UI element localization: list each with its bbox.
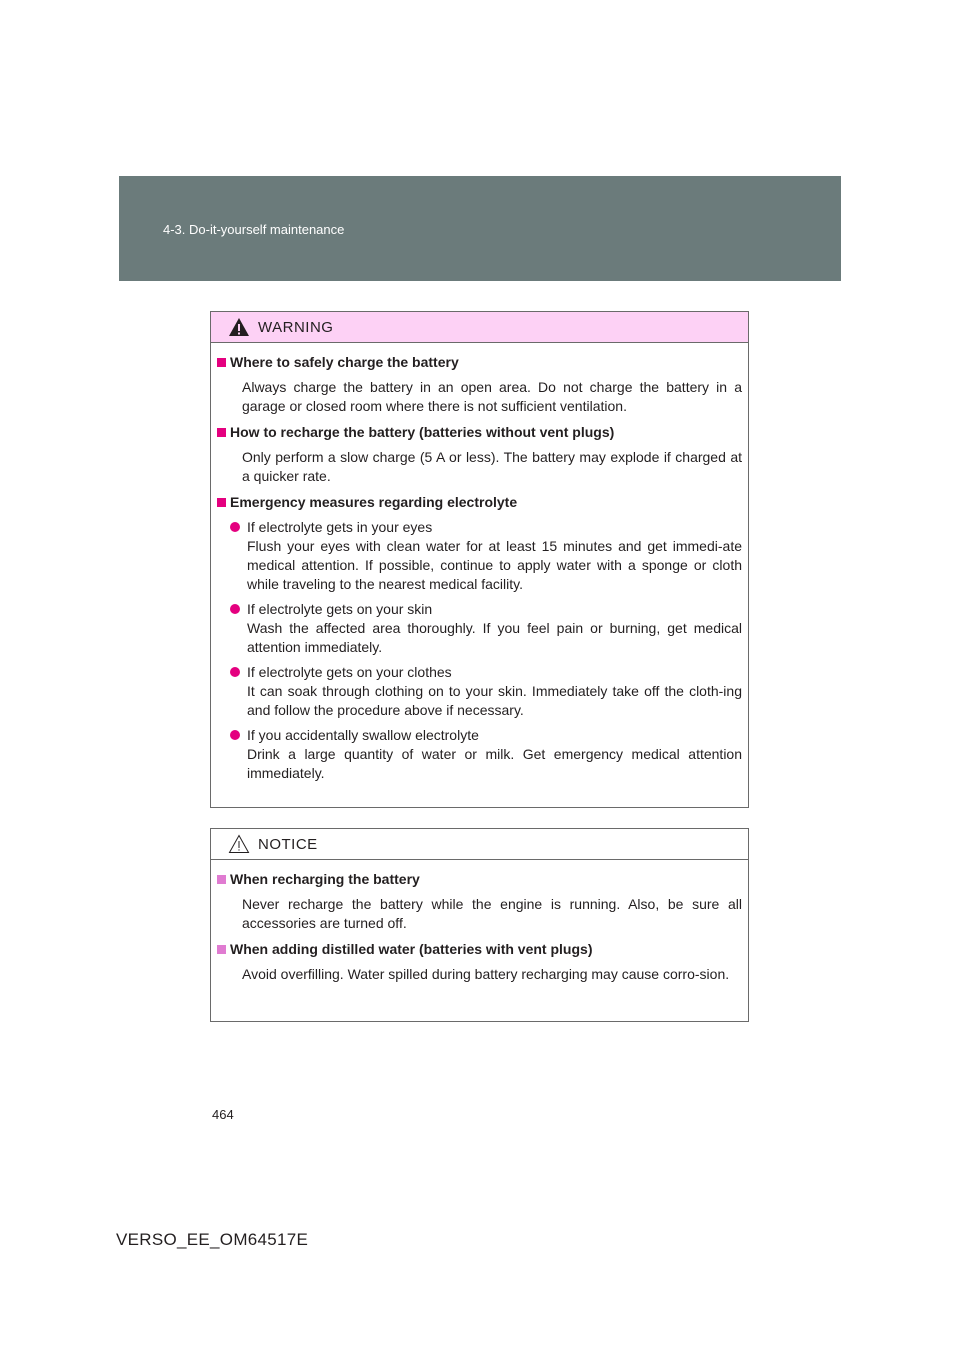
list-item-lead: If electrolyte gets on your skin bbox=[247, 601, 433, 617]
square-bullet-icon bbox=[217, 358, 226, 367]
list-item-text: Flush your eyes with clean water for at least 15 minutes and get immedi-ate medical attention. If possible, continue to apply water with a sponge or cloth while traveling to the nearest medical facility. bbox=[247, 538, 742, 592]
square-bullet-icon bbox=[217, 428, 226, 437]
section-header-band bbox=[119, 176, 841, 281]
notice-header bbox=[211, 829, 748, 860]
notice-label: NOTICE bbox=[258, 835, 318, 853]
list-item bbox=[230, 600, 742, 657]
list-item-text: Drink a large quantity of water or milk. Get emergency medical attention immediately. bbox=[247, 746, 742, 781]
list-item-lead: If electrolyte gets in your eyes bbox=[247, 519, 433, 535]
notice-box bbox=[210, 828, 749, 1022]
circle-bullet-icon bbox=[230, 667, 240, 677]
list-item bbox=[230, 518, 742, 594]
square-bullet-icon bbox=[217, 945, 226, 954]
circle-bullet-icon bbox=[230, 730, 240, 740]
list-item-lead: If electrolyte gets on your clothes bbox=[247, 664, 452, 680]
warning-header bbox=[211, 312, 748, 343]
warning-label: WARNING bbox=[258, 318, 334, 336]
circle-bullet-icon bbox=[230, 522, 240, 532]
list-item-text: It can soak through clothing on to your skin. Immediately take off the cloth-ing and follow the procedure above if necessary. bbox=[247, 683, 742, 718]
warning-triangle-icon bbox=[228, 317, 250, 337]
list-item bbox=[230, 726, 742, 783]
warning-section-title: How to recharge the battery (batteries without vent plugs) bbox=[217, 423, 742, 441]
list-item-lead: If you accidentally swallow electrolyte bbox=[247, 727, 479, 743]
circle-bullet-icon bbox=[230, 604, 240, 614]
warning-body bbox=[211, 343, 748, 783]
warning-section-text: Only perform a slow charge (5 A or less). The battery may explode if charged at a quicker rate. bbox=[242, 449, 742, 484]
notice-section-title: When recharging the battery bbox=[217, 870, 742, 888]
warning-section-text: Always charge the battery in an open area. Do not charge the battery in a garage or closed room where there is not sufficient ventilation. bbox=[242, 379, 742, 414]
warning-section-title: Where to safely charge the battery bbox=[217, 353, 742, 371]
warning-section-title: Emergency measures regarding electrolyte bbox=[217, 493, 742, 511]
list-item bbox=[230, 663, 742, 720]
notice-section-title: When adding distilled water (batteries with vent plugs) bbox=[217, 940, 742, 958]
square-bullet-icon bbox=[217, 875, 226, 884]
document-code: VERSO_EE_OM64517E bbox=[116, 1230, 309, 1249]
section-title: 4-3. Do-it-yourself maintenance bbox=[163, 222, 345, 237]
notice-section-text: Avoid overfilling. Water spilled during battery recharging may cause corro-sion. bbox=[242, 966, 730, 982]
page-number: 464 bbox=[212, 1107, 234, 1122]
notice-triangle-icon bbox=[228, 834, 250, 854]
notice-body bbox=[211, 860, 748, 984]
square-bullet-icon bbox=[217, 498, 226, 507]
warning-box bbox=[210, 311, 749, 808]
list-item-text: Wash the affected area thoroughly. If you feel pain or burning, get medical attention immediately. bbox=[247, 620, 742, 655]
notice-section-text: Never recharge the battery while the engine is running. Also, be sure all accessories are turned off. bbox=[242, 896, 742, 931]
